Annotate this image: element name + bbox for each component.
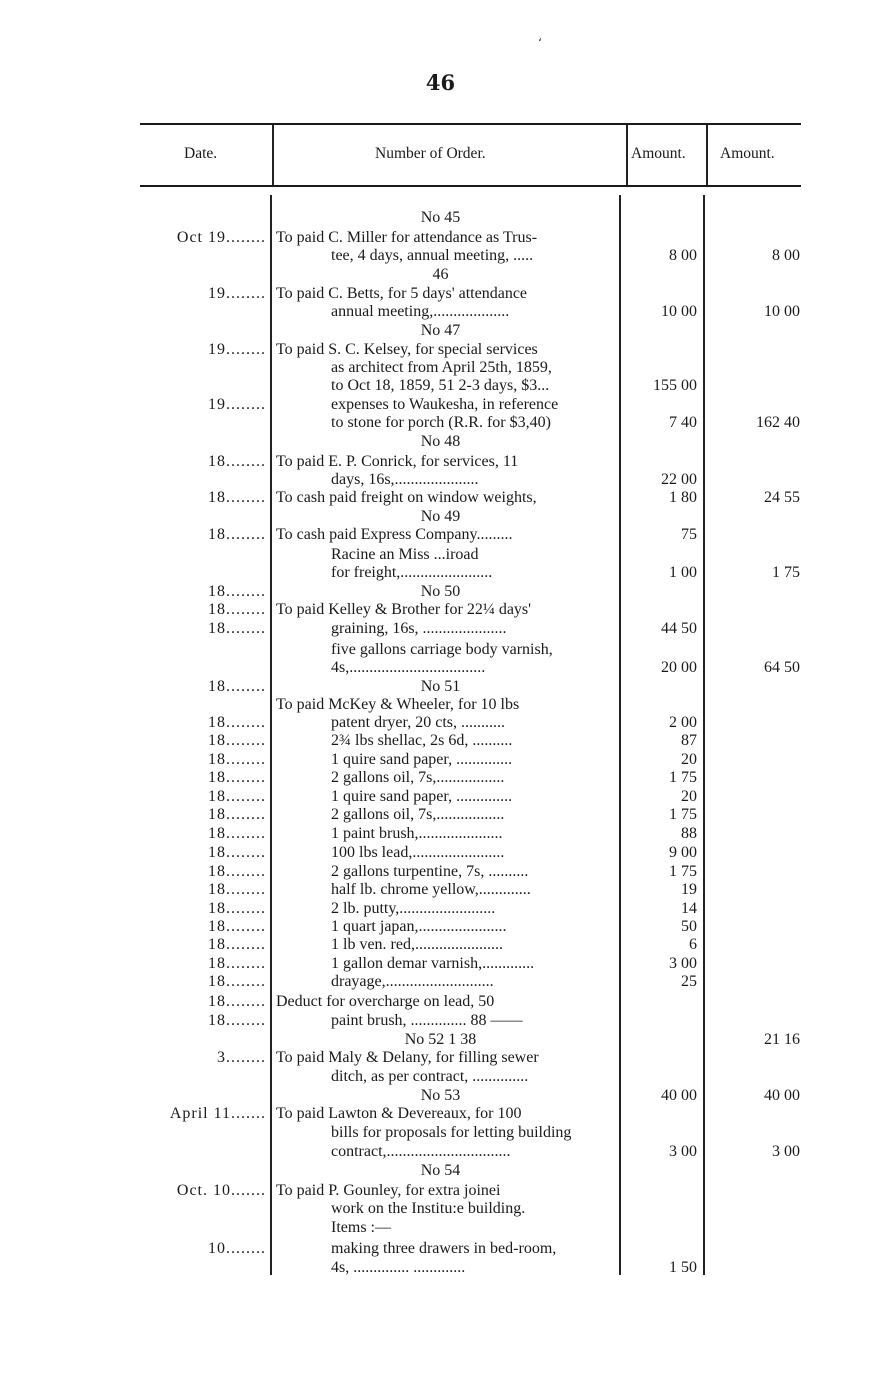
row-order-text: To paid S. C. Kelsey, for special services: [276, 341, 538, 358]
row-amount-1: 6: [689, 936, 697, 953]
row-date: 18........: [208, 900, 266, 917]
row-amount-1: 20: [681, 751, 697, 768]
row-date: 18........: [208, 806, 266, 823]
row-amount-1: 44 50: [661, 620, 697, 637]
ledger-row: [0, 1199, 881, 1218]
ledger-row: [0, 600, 881, 619]
row-date: 10........: [208, 1240, 266, 1257]
row-date: 3........: [217, 1049, 266, 1066]
ledger-row: [0, 1011, 881, 1030]
row-order-text: Racine an Miss ...iroad: [331, 546, 479, 563]
row-amount-1: 87: [681, 732, 697, 749]
ledger-row: [0, 862, 881, 881]
row-amount-1: 1 75: [669, 769, 697, 786]
row-date: 18........: [208, 732, 266, 749]
page-number: 46: [425, 70, 456, 95]
row-order-text: 1 paint brush,.....................: [331, 825, 503, 842]
ledger-row: [0, 843, 881, 862]
row-order-text: 4s, .............. .............: [331, 1259, 466, 1276]
row-date: 19........: [208, 285, 266, 302]
row-amount-2: 64 50: [764, 659, 800, 676]
ledger-row: [0, 880, 881, 899]
ledger-row: [0, 507, 881, 526]
row-amount-1: 9 00: [669, 844, 697, 861]
row-amount-1: 20: [681, 788, 697, 805]
row-date: 18........: [208, 620, 266, 637]
ledger-row: [0, 563, 881, 582]
ledger-row: [0, 395, 881, 414]
ledger-row: [0, 470, 881, 489]
row-date: Oct 19........: [176, 229, 266, 246]
row-order-text: No 49: [420, 508, 461, 525]
row-amount-1: 1 00: [669, 564, 697, 581]
row-date: 18........: [208, 844, 266, 861]
row-date: 18........: [208, 489, 266, 506]
ledger-row: [0, 284, 881, 303]
row-date: 18........: [208, 678, 266, 695]
row-order-text: as architect from April 25th, 1859,: [331, 359, 552, 376]
row-date: 18........: [208, 583, 266, 600]
row-order-text: 1 gallon demar varnish,.............: [331, 955, 535, 972]
row-amount-2: 3 00: [772, 1143, 800, 1160]
stray-mark: ʻ: [538, 36, 542, 50]
row-order-text: To paid Lawton & Devereaux, for 100: [276, 1105, 522, 1122]
row-date: April 11.......: [169, 1105, 266, 1122]
row-order-text: contract,...............................: [331, 1143, 511, 1160]
row-order-text: To paid C. Miller for attendance as Trus-: [276, 229, 538, 246]
ledger-row: [0, 1086, 881, 1105]
row-order-text: annual meeting,...................: [331, 303, 510, 320]
row-order-text: ditch, as per contract, ..............: [331, 1068, 529, 1085]
row-date: 18........: [208, 601, 266, 618]
row-order-text: No 45: [420, 209, 461, 226]
row-order-text: to Oct 18, 1859, 51 2-3 days, $3...: [331, 377, 550, 394]
row-amount-2: 21 16: [764, 1031, 800, 1048]
row-date: 18........: [208, 825, 266, 842]
row-amount-1: 2 00: [669, 714, 697, 731]
ledger-row: [0, 265, 881, 284]
ledger-row: [0, 1067, 881, 1086]
row-order-text: 1 quart japan,......................: [331, 918, 507, 935]
column-header-order: Number of Order.: [375, 145, 486, 162]
ledger-row: [0, 208, 881, 227]
row-date: 18........: [208, 936, 266, 953]
ledger-row: [0, 619, 881, 638]
header-divider-2: [626, 125, 628, 185]
row-date: 19........: [208, 341, 266, 358]
row-date: 18........: [208, 973, 266, 990]
row-amount-1: 1 75: [669, 806, 697, 823]
row-order-text: 4s,..................................: [331, 659, 486, 676]
row-amount-1: 8 00: [669, 247, 697, 264]
row-date: 18........: [208, 863, 266, 880]
row-amount-1: 40 00: [661, 1087, 697, 1104]
row-date: 18........: [208, 714, 266, 731]
row-amount-1: 50: [681, 918, 697, 935]
row-order-text: To paid Kelley & Brother for 22¼ days': [276, 601, 532, 618]
row-order-text: No 47: [420, 322, 461, 339]
ledger-row: [0, 972, 881, 991]
row-order-text: days, 16s,.....................: [331, 471, 479, 488]
row-order-text: drayage,...........................: [331, 973, 494, 990]
row-order-text: half lb. chrome yellow,.............: [331, 881, 531, 898]
ledger-row: [0, 713, 881, 732]
row-date: 18........: [208, 1012, 266, 1029]
ledger-row: [0, 1161, 881, 1180]
row-date: 18........: [208, 918, 266, 935]
ledger-row: [0, 677, 881, 696]
row-order-text: No 53: [420, 1087, 461, 1104]
ledger-row: [0, 899, 881, 918]
row-date: 18........: [208, 993, 266, 1010]
header-bottom-rule: [140, 185, 801, 187]
ledger-row: [0, 805, 881, 824]
row-order-text: to stone for porch (R.R. for $3,40): [331, 414, 551, 431]
ledger-row: [0, 525, 881, 544]
row-order-text: To paid McKey & Wheeler, for 10 lbs: [276, 696, 520, 713]
row-amount-2: 1 75: [772, 564, 800, 581]
ledger-row: [0, 695, 881, 714]
row-date: Oct. 10.......: [176, 1182, 266, 1199]
ledger-row: [0, 376, 881, 395]
row-order-text: making three drawers in bed-room,: [331, 1240, 557, 1257]
row-amount-1: 1 80: [669, 489, 697, 506]
row-order-text: 2 gallons turpentine, 7s, ..........: [331, 863, 529, 880]
row-order-text: To paid P. Gounley, for extra joinei: [276, 1182, 501, 1199]
row-order-text: 2 gallons oil, 7s,.................: [331, 769, 505, 786]
row-amount-1: 1 75: [669, 863, 697, 880]
row-amount-2: 8 00: [772, 247, 800, 264]
ledger-row: [0, 787, 881, 806]
row-order-text: expenses to Waukesha, in reference: [331, 396, 559, 413]
ledger-row: [0, 1048, 881, 1067]
ledger-row: [0, 917, 881, 936]
row-amount-1: 20 00: [661, 659, 697, 676]
row-amount-1: 14: [681, 900, 697, 917]
ledger-row: [0, 488, 881, 507]
ledger-row: [0, 1142, 881, 1161]
ledger-row: [0, 358, 881, 377]
ledger-row: [0, 768, 881, 787]
row-order-text: No 50: [420, 583, 461, 600]
ledger-row: [0, 824, 881, 843]
row-amount-1: 7 40: [669, 414, 697, 431]
row-order-text: No 51: [420, 678, 461, 695]
ledger-row: [0, 340, 881, 359]
header-divider-1: [272, 125, 274, 185]
row-order-text: 46: [432, 266, 449, 283]
row-amount-1: 25: [681, 973, 697, 990]
column-header-amount-2: Amount.: [720, 145, 775, 162]
row-order-text: To cash paid Express Company.........: [276, 526, 513, 543]
row-date: 18........: [208, 788, 266, 805]
row-order-text: graining, 16s, .....................: [331, 620, 507, 637]
header-divider-3: [706, 125, 708, 185]
row-date: 18........: [208, 881, 266, 898]
row-order-text: Deduct for overcharge on lead, 50: [276, 993, 495, 1010]
row-amount-1: 19: [681, 881, 697, 898]
row-order-text: 2 gallons oil, 7s,.................: [331, 806, 505, 823]
row-amount-1: 88: [681, 825, 697, 842]
header-top-rule: [140, 123, 801, 125]
row-order-text: five gallons carriage body varnish,: [331, 641, 553, 658]
row-date: 18........: [208, 751, 266, 768]
row-order-text: To paid C. Betts, for 5 days' attendance: [276, 285, 528, 302]
ledger-row: [0, 1218, 881, 1237]
row-amount-1: 3 00: [669, 1143, 697, 1160]
row-order-text: 1 quire sand paper, ..............: [331, 751, 513, 768]
ledger-row: [0, 954, 881, 973]
ledger-row: [0, 413, 881, 432]
row-order-text: patent dryer, 20 cts, ...........: [331, 714, 505, 731]
row-order-text: work on the Institu:e building.: [331, 1200, 526, 1217]
ledger-row: [0, 658, 881, 677]
ledger-row: [0, 246, 881, 265]
ledger-row: [0, 452, 881, 471]
row-amount-2: 24 55: [764, 489, 800, 506]
row-order-text: 100 lbs lead,.......................: [331, 844, 505, 861]
row-amount-1: 22 00: [661, 471, 697, 488]
ledger-row: [0, 731, 881, 750]
row-order-text: tee, 4 days, annual meeting, .....: [331, 247, 534, 264]
row-amount-1: 75: [681, 526, 697, 543]
ledger-row: [0, 640, 881, 659]
row-order-text: To cash paid freight on window weights,: [276, 489, 537, 506]
row-order-text: 1 lb ven. red,......................: [331, 936, 503, 953]
row-order-text: Items :—: [331, 1219, 391, 1236]
row-date: 18........: [208, 955, 266, 972]
row-amount-2: 162 40: [756, 414, 800, 431]
row-amount-1: 1 50: [669, 1259, 697, 1276]
ledger-row: [0, 321, 881, 340]
ledger-row: [0, 1239, 881, 1258]
ledger-row: [0, 750, 881, 769]
row-order-text: for freight,.......................: [331, 564, 493, 581]
row-order-text: No 54: [420, 1162, 461, 1179]
row-amount-1: 10 00: [661, 303, 697, 320]
ledger-row: [0, 1104, 881, 1123]
row-order-text: 2¾ lbs shellac, 2s 6d, ..........: [331, 732, 513, 749]
ledger-row: [0, 545, 881, 564]
row-order-text: To paid Maly & Delany, for filling sewer: [276, 1049, 539, 1066]
row-amount-1: 3 00: [669, 955, 697, 972]
ledger-row: [0, 1123, 881, 1142]
row-order-text: 2 lb. putty,........................: [331, 900, 496, 917]
row-order-text: 1 quire sand paper, ..............: [331, 788, 513, 805]
row-date: 19........: [208, 396, 266, 413]
row-date: 18........: [208, 526, 266, 543]
ledger-row: [0, 1181, 881, 1200]
ledger-row: [0, 1030, 881, 1049]
ledger-row: [0, 228, 881, 247]
ledger-row: [0, 1258, 881, 1277]
row-amount-2: 40 00: [764, 1087, 800, 1104]
row-order-text: No 52 1 38: [404, 1031, 477, 1048]
ledger-row: [0, 992, 881, 1011]
ledger-row: [0, 302, 881, 321]
column-header-amount-1: Amount.: [631, 145, 686, 162]
row-amount-2: 10 00: [764, 303, 800, 320]
row-date: 18........: [208, 769, 266, 786]
ledger-row: [0, 582, 881, 601]
row-date: 18........: [208, 453, 266, 470]
row-amount-1: 155 00: [653, 377, 697, 394]
row-order-text: paint brush, .............. 88 ——: [331, 1012, 523, 1029]
row-order-text: No 48: [420, 433, 461, 450]
row-order-text: To paid E. P. Conrick, for services, 11: [276, 453, 519, 470]
ledger-row: [0, 935, 881, 954]
column-header-date: Date.: [184, 145, 218, 162]
ledger-row: [0, 432, 881, 451]
row-order-text: bills for proposals for letting building: [331, 1124, 572, 1141]
